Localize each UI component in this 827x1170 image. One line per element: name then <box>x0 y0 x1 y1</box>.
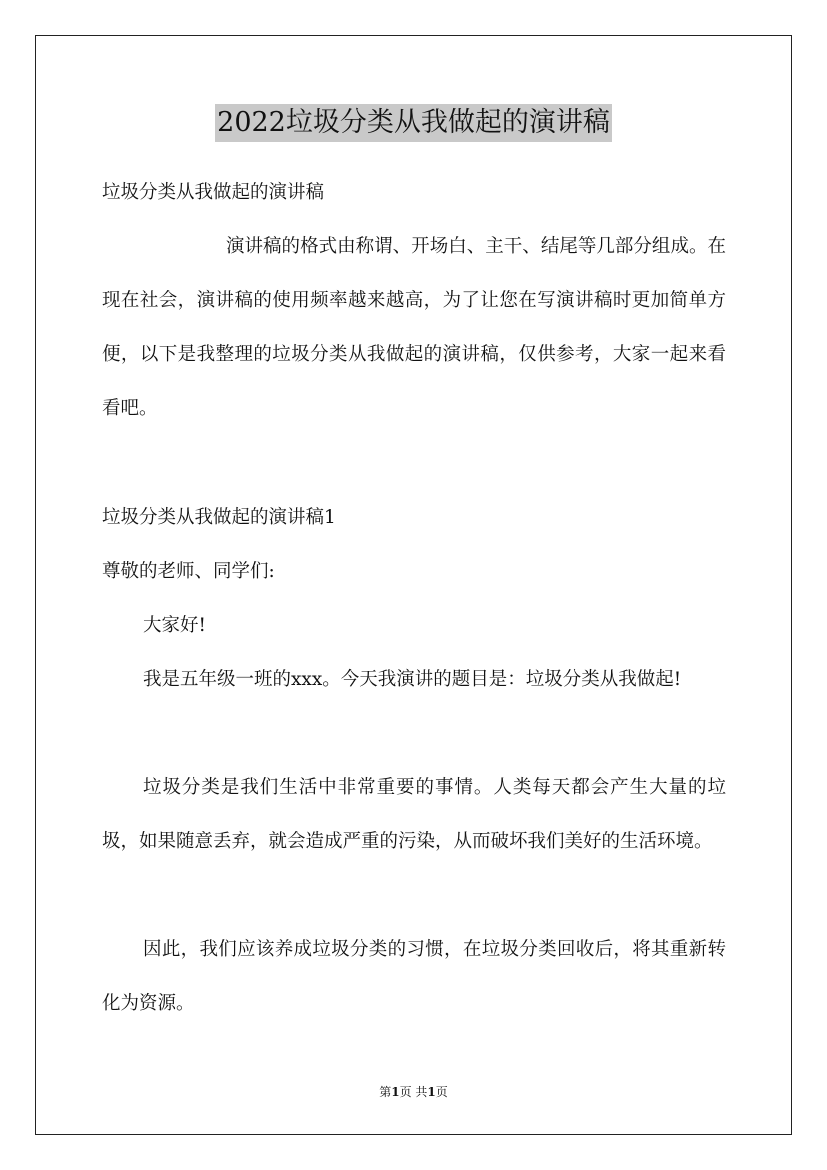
footer-page-mid: 页 共 <box>399 1085 428 1099</box>
body-paragraph-2: 垃圾分类是我们生活中非常重要的事情。人类每天都会产生大量的垃圾，如果随意丢弃，就会造成严重的污染，从而破坏我们美好的生活环境。 <box>102 777 726 852</box>
subtitle: 垃圾分类从我做起的演讲稿 <box>102 182 325 203</box>
footer-page-total: 1 <box>427 1085 436 1099</box>
section-heading: 垃圾分类从我做起的演讲稿1 <box>102 507 336 528</box>
title-container <box>0 104 827 142</box>
intro-paragraph: 演讲稿的格式由称谓、开场白、主干、结尾等几部分组成。在现在社会，演讲稿的使用频率越来越高，为了让您在写演讲稿时更加简单方便，以下是我整理的垃圾分类从我做起的演讲稿，仅供参考，大家一起来看看吧。 <box>102 236 726 419</box>
footer-page-suffix: 页 <box>435 1085 448 1099</box>
page-footer <box>0 1083 827 1100</box>
body-paragraph-3: 因此，我们应该养成垃圾分类的习惯，在垃圾分类回收后，将其重新转化为资源。 <box>102 939 726 1014</box>
footer-page-current: 1 <box>391 1085 400 1099</box>
greeting: 大家好! <box>143 615 206 636</box>
document-title: 2022垃圾分类从我做起的演讲稿 <box>215 104 612 142</box>
salutation: 尊敬的老师、同学们: <box>102 561 275 582</box>
footer-page-prefix: 第 <box>379 1085 392 1099</box>
body-paragraph-1: 我是五年级一班的xxx。今天我演讲的题目是：垃圾分类从我做起! <box>143 669 682 690</box>
